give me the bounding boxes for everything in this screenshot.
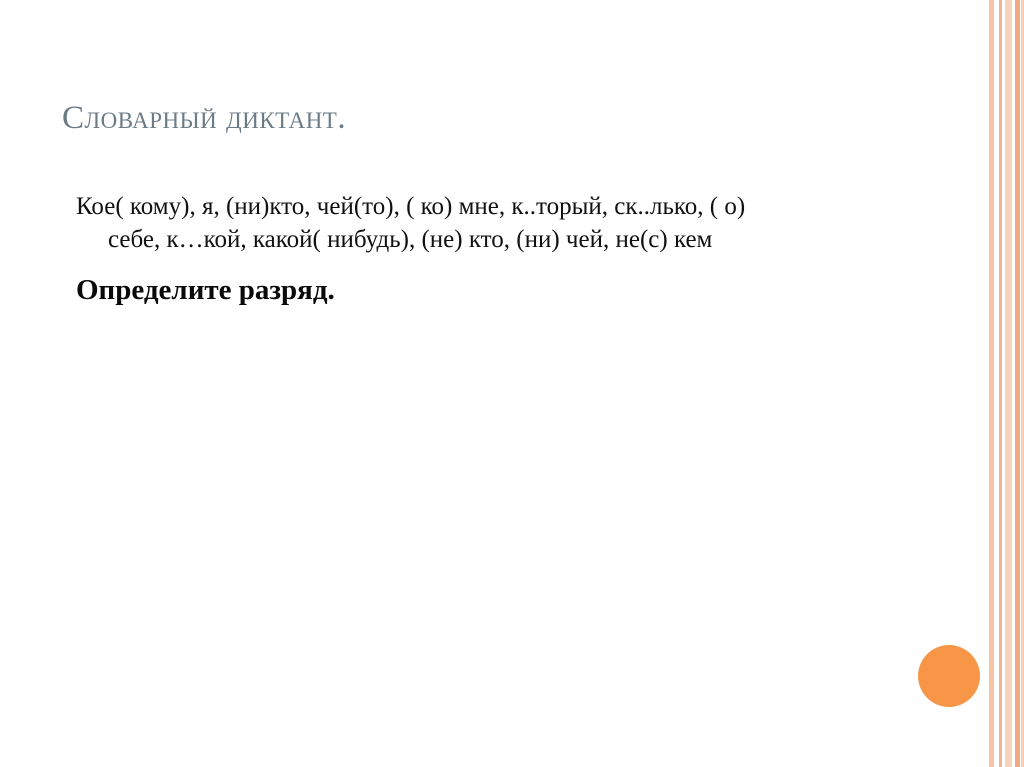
slide-title: Словарный диктант. bbox=[62, 100, 347, 136]
stripe-4 bbox=[1015, 0, 1020, 767]
dictation-word-list: Кое( кому), я, (ни)кто, чей(то), ( ко) мне, к..торый, ск..лько, ( о) себе, к…кой, какой( нибудь), (не) кто, (ни) чей, не(с) кем bbox=[76, 193, 746, 253]
task-instruction: Определите разряд. bbox=[76, 274, 335, 306]
stripe-1 bbox=[989, 0, 994, 767]
decorative-stripes bbox=[984, 0, 1024, 767]
stripe-3 bbox=[1005, 0, 1012, 767]
stripe-2 bbox=[999, 0, 1002, 767]
slide-body bbox=[70, 190, 770, 307]
decorative-circle bbox=[918, 645, 980, 707]
